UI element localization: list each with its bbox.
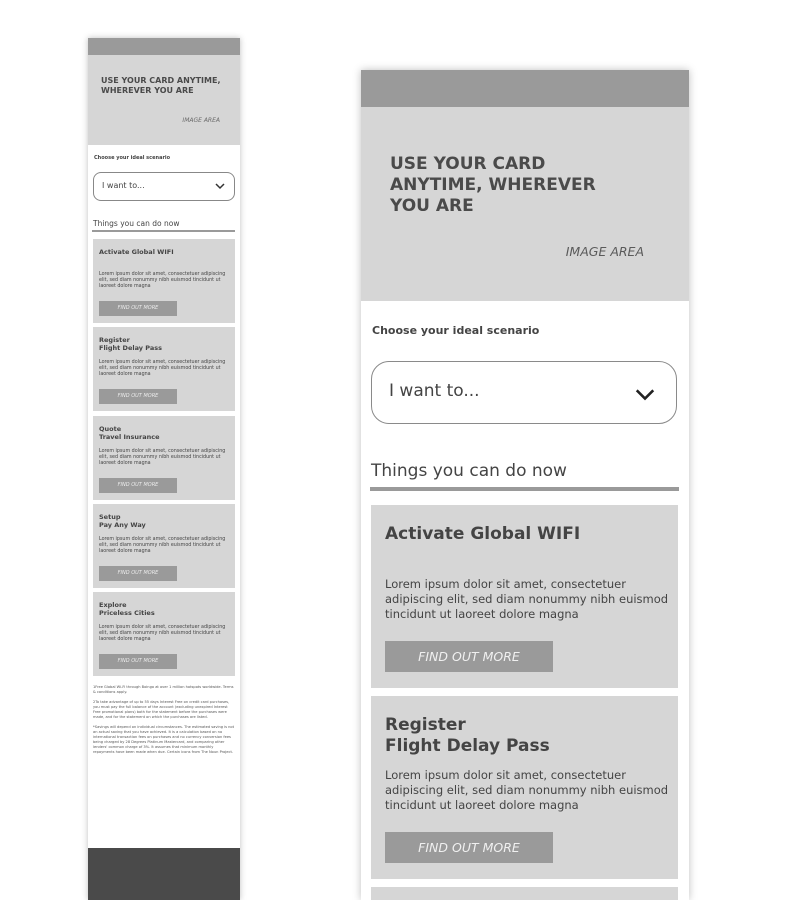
card-title: Register Flight Delay Pass [385,715,550,756]
card-text: Lorem ipsum dolor sit amet, consectetuer adipiscing elit, sed diam nonummy nibh euismod tincidunt ut laoreet dolore magna [99,536,226,554]
section-divider [92,230,235,232]
chevron-down-icon [214,180,226,192]
card-title: Register Flight Delay Pass [99,336,162,353]
find-out-more-button[interactable]: FIND OUT MORE [99,654,177,669]
fine-print-wifi: 1Free Global Wi-Fi through Boingo at over 1 million hotspots worldwide. Terms & conditions apply. [93,685,234,694]
hero-title: USE YOUR CARD ANYTIME, WHEREVER YOU ARE [101,76,221,95]
card-flight-delay [371,696,678,879]
scenario-select-value: I want to... [102,181,145,190]
find-out-more-button[interactable]: FIND OUT MORE [99,566,177,581]
card-priceless-cities [93,592,235,676]
card-text: Lorem ipsum dolor sit amet, consectetuer adipiscing elit, sed diam nonummy nibh euismod tincidunt ut laoreet dolore magna [99,625,226,643]
card-list [371,505,678,900]
scenario-select-value: I want to... [389,381,480,401]
footer [88,848,240,900]
fine-print [93,685,235,760]
scenario-select[interactable] [93,172,235,201]
top-bar [88,38,240,55]
zoomed-page-preview [361,70,689,900]
image-area-label: IMAGE AREA [565,244,644,259]
card-activate-wifi [371,505,678,688]
card-flight-delay [93,327,235,411]
card-text: Lorem ipsum dolor sit amet, consectetuer adipiscing elit, sed diam nonummy nibh euismod tincidunt ut laoreet dolore magna [385,768,669,812]
scenario-prompt: Choose your ideal scenario [94,155,171,161]
card-text: Lorem ipsum dolor sit amet, consectetuer adipiscing elit, sed diam nonummy nibh euismod tincidunt ut laoreet dolore magna [99,272,226,289]
fine-print-interest: 2To take advantage of up to 55 days Interest Free on credit card purchases, you must pay the full balance of the account (excluding unexpired Interest Free promotional plans) both for the statement before the purchases were made, and for the statement on which the purchases are listed. [93,700,230,719]
card-title: Explore Priceless Cities [99,601,155,618]
chevron-down-icon [634,383,656,405]
card-travel-insurance [93,416,235,500]
card-text: Lorem ipsum dolor sit amet, consectetuer adipiscing elit, sed diam nonummy nibh euismod tincidunt ut laoreet dolore magna [99,360,226,378]
card-activate-wifi [93,239,235,323]
scenario-prompt: Choose your ideal scenario [372,324,540,337]
things-heading: Things you can do now [371,461,567,481]
find-out-more-button[interactable]: FIND OUT MORE [99,389,177,404]
find-out-more-button[interactable]: FIND OUT MORE [99,478,177,493]
fine-print-savings: *Savings will depend on individual circumstances. The estimated saving is not an actual saving that you have achieved. It is a calculation based on no international transaction fees on purchases and no currency conversion fees being charged by 28 Degrees Platinum Mastercard, and comparing other lenders' common charge of 3%. It assumes that minimum monthly repayments have been made when due. Certain icons from The Noun Project. [93,725,235,754]
card-title: Quote Travel Insurance [99,424,160,441]
card-list [93,239,235,680]
card-title: Setup Pay Any Way [99,512,146,529]
find-out-more-button[interactable]: FIND OUT MORE [385,641,553,672]
card-title: Activate Global WIFI [385,524,581,544]
mini-page-preview [88,38,240,900]
card-text: Lorem ipsum dolor sit amet, consectetuer adipiscing elit, sed diam nonummy nibh euismod tincidunt ut laoreet dolore magna [385,577,669,621]
card-pay-any-way [93,504,235,588]
hero-title: USE YOUR CARD ANYTIME, WHEREVER YOU ARE [390,154,596,216]
image-area-label: IMAGE AREA [182,117,220,124]
find-out-more-button[interactable]: FIND OUT MORE [385,832,553,863]
find-out-more-button[interactable]: FIND OUT MORE [99,301,177,316]
scenario-select[interactable] [371,361,677,424]
card-travel-insurance [371,887,678,900]
card-text: Lorem ipsum dolor sit amet, consectetuer adipiscing elit, sed diam nonummy nibh euismod tincidunt ut laoreet dolore magna [99,448,226,466]
section-divider [370,487,679,491]
hero-banner [88,55,240,145]
top-bar [361,70,689,107]
card-title: Activate Global WIFI [99,248,174,256]
things-heading: Things you can do now [93,219,180,228]
hero-banner [361,107,689,301]
